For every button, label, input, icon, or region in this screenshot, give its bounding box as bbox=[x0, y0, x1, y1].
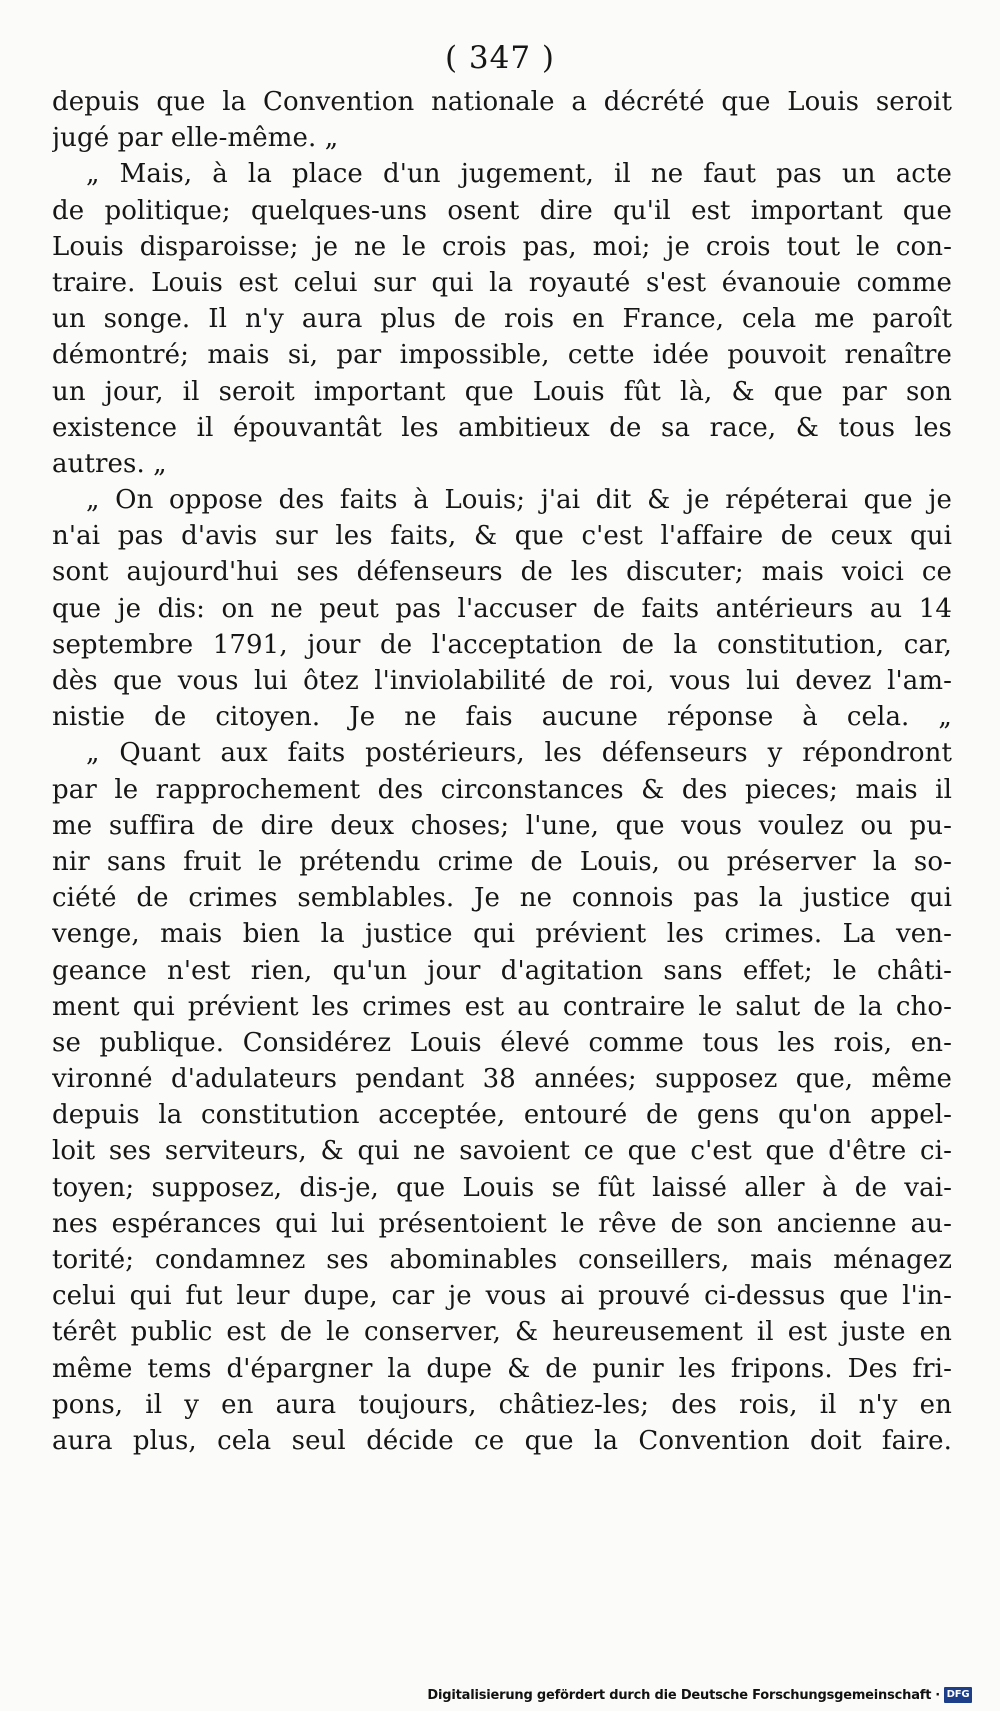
text-line: toyen; supposez, dis-je, que Louis se fût laissé aller à de vai- bbox=[52, 1172, 952, 1203]
dfg-logo-icon: DFG bbox=[944, 1687, 972, 1703]
text-line: jugé par elle-même. „ bbox=[52, 123, 339, 154]
text-line: nes espérances qui lui présentoient le rêve de son ancienne au- bbox=[52, 1208, 952, 1239]
text-line: existence il épouvantât les ambitieux de sa race, & tous les bbox=[52, 412, 952, 443]
text-line: n'ai pas d'avis sur les faits, & que c'est l'affaire de ceux qui bbox=[52, 521, 952, 552]
text-line: ciété de crimes semblables. Je ne connois pas la justice qui bbox=[52, 883, 952, 914]
text-line: loit ses serviteurs, & qui ne savoient ce que c'est que d'être ci- bbox=[52, 1136, 952, 1167]
text-line: Louis disparoisse; je ne le crois pas, moi; je crois tout le con- bbox=[52, 231, 952, 262]
text-line: dès que vous lui ôtez l'inviolabilité de roi, vous lui devez l'am- bbox=[52, 666, 952, 696]
text-line: depuis la constitution acceptée, entouré de gens qu'on appel- bbox=[52, 1100, 952, 1131]
text-line: celui qui fut leur dupe, car je vous ai prouvé ci-dessus que l'in- bbox=[52, 1281, 952, 1312]
text-line: se publique. Considérez Louis élevé comme tous les rois, en- bbox=[52, 1027, 952, 1058]
text-line: de politique; quelques-uns osent dire qu'il est important que bbox=[52, 195, 952, 226]
text-line: vironné d'adulateurs pendant 38 années; supposez que, même bbox=[52, 1064, 952, 1095]
text-line: sont aujourd'hui ses défenseurs de les discuter; mais voici ce bbox=[52, 557, 952, 588]
text-line: autres. „ bbox=[52, 448, 167, 479]
text-line: térêt public est de le conserver, & heureusement il est juste en bbox=[52, 1317, 952, 1348]
text-line: nir sans fruit le prétendu crime de Louis, ou préserver la so- bbox=[52, 846, 952, 877]
page-number: ( 347 ) bbox=[444, 40, 556, 76]
text-line: „ Mais, à la place d'un jugement, il ne faut pas un acte bbox=[86, 159, 952, 190]
text-line: torité; condamnez ses abominables conseillers, mais ménagez bbox=[52, 1245, 952, 1275]
digitization-credit: Digitalisierung gefördert durch die Deutsche Forschungsgemeinschaft · DFG bbox=[427, 1687, 972, 1703]
text-line: ment qui prévient les crimes est au contraire le salut de la cho- bbox=[52, 991, 952, 1022]
text-line: un songe. Il n'y aura plus de rois en France, cela me paroît bbox=[52, 304, 952, 335]
text-line: aura plus, cela seul décide ce que la Convention doit faire. bbox=[52, 1425, 952, 1456]
text-line: même tems d'épargner la dupe & de punir les fripons. Des fri- bbox=[52, 1353, 952, 1384]
text-line: que je dis: on ne peut pas l'accuser de faits antérieurs au 14 bbox=[52, 593, 952, 624]
text-line: un jour, il seroit important que Louis fût là, & que par son bbox=[52, 376, 952, 407]
text-line: par le rapprochement des circonstances & des pieces; mais il bbox=[52, 774, 952, 805]
text-line: „ On oppose des faits à Louis; j'ai dit & je répéterai que je bbox=[86, 485, 952, 516]
body-text bbox=[52, 84, 952, 1459]
text-line: septembre 1791, jour de l'acceptation de la constitution, car, bbox=[52, 629, 952, 660]
text-line: „ Quant aux faits postérieurs, les défenseurs y répondront bbox=[86, 738, 952, 769]
text-line: geance n'est rien, qu'un jour d'agitation sans effet; le châti- bbox=[52, 955, 952, 986]
text-line: traire. Louis est celui sur qui la royauté s'est évanouie comme bbox=[52, 267, 952, 298]
text-line: nistie de citoyen. Je ne fais aucune réponse à cela. „ bbox=[52, 702, 952, 733]
text-line: depuis que la Convention nationale a décrété que Louis seroit bbox=[52, 87, 952, 117]
text-line: me suffira de dire deux choses; l'une, que vous voulez ou pu- bbox=[52, 810, 952, 841]
credit-text: Digitalisierung gefördert durch die Deutsche Forschungsgemeinschaft bbox=[427, 1687, 932, 1703]
text-line: pons, il y en aura toujours, châtiez-les; des rois, il n'y en bbox=[52, 1389, 952, 1420]
text-line: démontré; mais si, par impossible, cette idée pouvoit renaître bbox=[52, 340, 952, 371]
text-line: venge, mais bien la justice qui prévient les crimes. La ven- bbox=[52, 919, 952, 950]
